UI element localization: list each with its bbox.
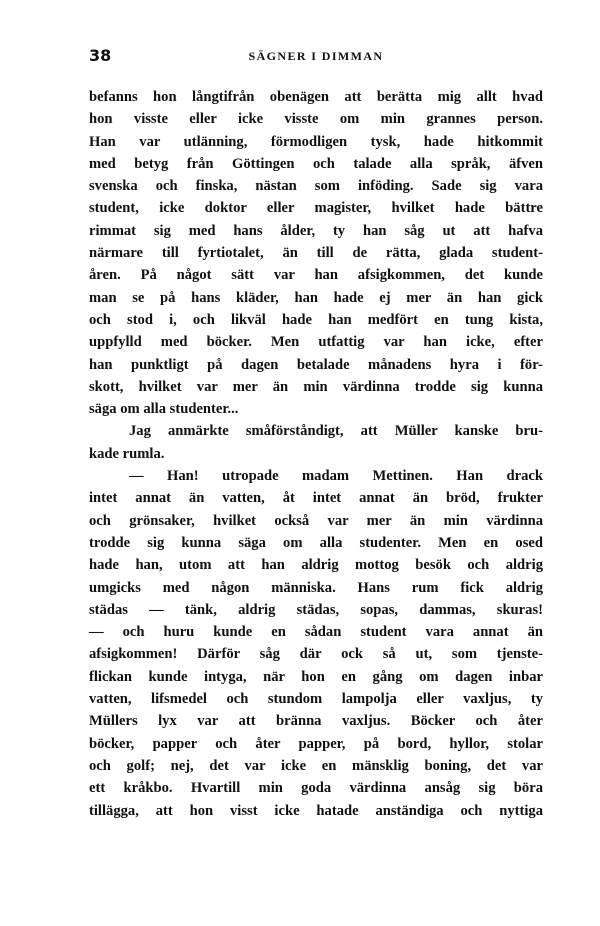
text-line: åren. På något sätt var han afsigkommen, det kunde [89,267,543,284]
text-line: tillägga, att hon visst icke hatade anständiga och nyttiga [89,802,543,819]
text-line: närmare till fyrtiotalet, än till de rätta, glada student- [89,245,543,262]
text-line: Müllers lyx var att bränna vaxljus. Böcker och åter [89,713,543,730]
text-line: Jag anmärkte småförståndigt, att Müller kanske bru- [129,423,543,440]
text-line: afsigkommen! Därför såg där ock så ut, som tjenste- [89,646,543,663]
text-line: hade han, utom att han aldrig mottog besök och aldrig [89,557,543,574]
text-line: ett kråkbo. Hvartill min goda värdinna ansåg sig böra [89,780,543,797]
text-line: trodde sig kunna säga om alla studenter. Men en osed [89,534,543,551]
text-line: — Han! utropade madam Mettinen. Han drack [129,468,543,485]
text-line: intet annat än vatten, åt intet annat än bröd, frukter [89,490,543,507]
text-line: man se på hans kläder, han hade ej mer än han gick [89,289,543,306]
text-line: befanns hon långtifrån obenägen att berätta mig allt hvad [89,89,543,105]
text-line: svenska och finska, nästan som inföding. Sade sig vara [89,178,543,195]
text-line: skott, hvilket var mer än min värdinna trodde sig kunna [89,378,543,395]
text-line: säga om alla studenter... [89,401,239,418]
text-line: — och huru kunde en sådan student vara annat än [89,624,543,641]
text-line: kade rumla. [89,445,165,462]
page-number: 38 [89,46,112,65]
text-line: och grönsaker, hvilket också var mer än min värdinna [89,512,543,529]
text-line: uppfylld med böcker. Men utfattig var han icke, efter [89,334,543,351]
text-line: och stod i, och likväl hade han medfört en tung kista, [89,311,543,328]
text-line: böcker, papper och åter papper, på bord, hyllor, stolar [89,735,543,752]
text-line: städas — tänk, aldrig städas, sopas, dammas, skuras! [89,601,543,618]
running-head [89,46,543,70]
text-line: umgicks med någon människa. Hans rum fick aldrig [89,579,543,596]
text-line: med betyg från Göttingen och talade alla språk, äfven [89,155,543,172]
text-line: vatten, lifsmedel och stundom lampolja eller vaxljus, ty [89,691,543,708]
text-line: rimmat sig med hans ålder, ty han såg ut att hafva [89,222,543,239]
text-line: hon visste eller icke visste om min grannes person. [89,111,543,128]
text-line: student, icke doktor eller magister, hvilket hade bättre [89,200,543,217]
body-text [89,86,543,822]
text-line: flickan kunde intyga, när hon en gång om dagen inbar [89,668,543,685]
running-title: SÄGNER I DIMMAN [248,49,384,63]
text-line: Han var utlänning, förmodligen tysk, hade hitkommit [89,133,543,150]
text-line: han punktligt på dagen betalade månadens hyra i för- [89,356,543,373]
text-line: och golf; nej, det var icke en mänsklig boning, det var [89,757,543,774]
